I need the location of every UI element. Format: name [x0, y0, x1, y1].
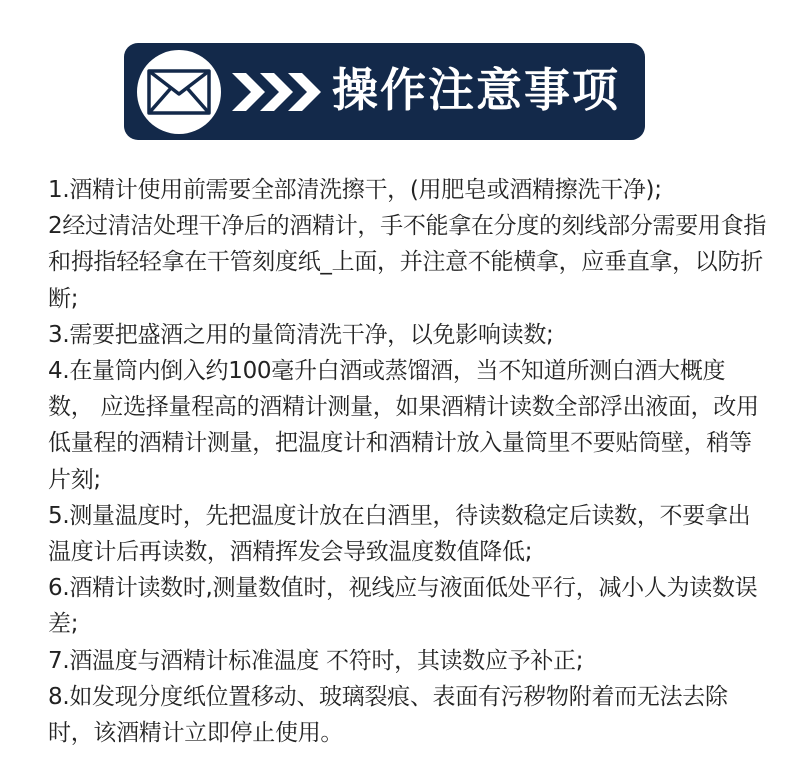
- list-item: 6.酒精计读数时,测量数值时，视线应与液面低处平行，减小人为读数误差;: [48, 575, 758, 638]
- list-item: 3.需要把盛酒之用的量筒清洗干净，以免影响读数;: [48, 321, 554, 348]
- envelope-badge: [137, 50, 221, 134]
- envelope-icon: [147, 69, 211, 115]
- list-item: 8.如发现分度纸位置移动、玻璃裂痕、表面有污秽物附着而无法去除时，该酒精计立即停止使用。: [48, 683, 728, 747]
- list-item: 7.酒温度与酒精计标准温度 不符时，其读数应予补正;: [48, 647, 584, 674]
- list-item: 5.测量温度时，先把温度计放在白酒里，待读数稳定后读数，不要拿出温度计后再读数，酒精挥发会导致温度数值降低;: [48, 502, 751, 566]
- list-item: 4.在量筒内倒入约100毫升白酒或蒸馏酒，当不知道所测白酒大概度数， 应选择量程高的酒精计测量，如果酒精计读数全部浮出液面，改用低量程的酒精计测量，把温度计和酒精计放入量筒里不要贴筒壁，稍等片刻;: [48, 358, 759, 493]
- page-title: 操作注意事项: [332, 63, 620, 117]
- instruction-list: [48, 172, 768, 751]
- list-item: 1.酒精计使用前需要全部清洗擦干，(用肥皂或酒精擦洗干净);: [48, 177, 662, 203]
- chevron-right-icon: [232, 69, 328, 115]
- list-item: 2经过清洁处理干净后的酒精计，手不能拿在分度的刻线部分需要用食指和拇指轻轻拿在干管刻度纸_上面，并注意不能横拿，应垂直拿，以防折断;: [48, 213, 767, 312]
- title-banner: [124, 43, 645, 140]
